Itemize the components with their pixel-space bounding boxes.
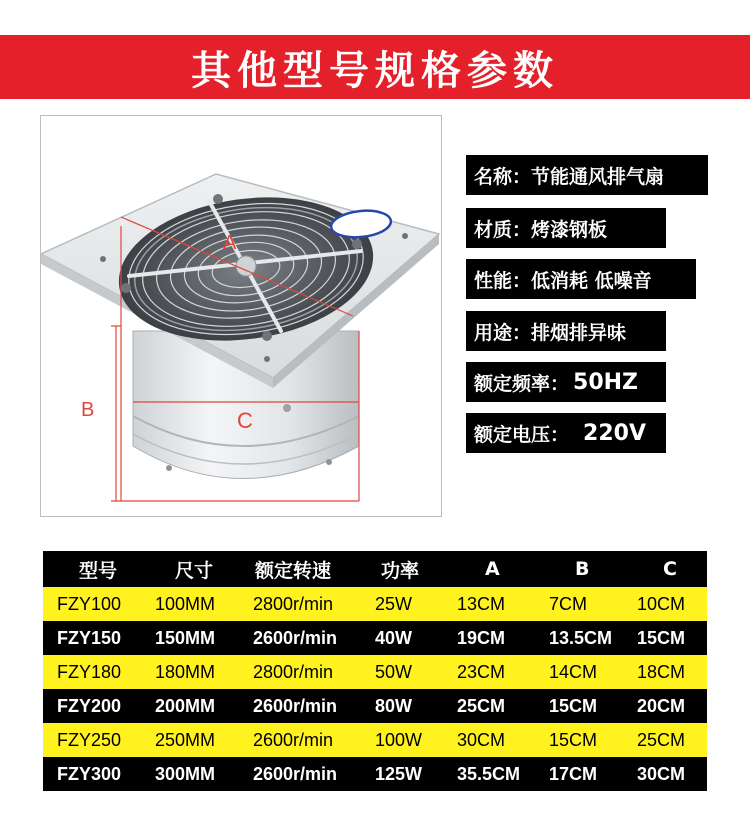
table-cell: FZY300 [57, 763, 122, 784]
table-row [43, 621, 707, 655]
table-cell: 19CM [457, 627, 506, 648]
spec-label: 用途： [474, 321, 532, 344]
table-cell: 180MM [155, 661, 216, 682]
table-header-cell: 尺寸 [175, 559, 214, 582]
table-row [43, 655, 707, 689]
spec-value: 节能通风排气扇 [531, 165, 665, 188]
table-cell: 80W [375, 695, 413, 716]
table-cell: 2800r/min [253, 593, 334, 614]
table-cell: 2600r/min [253, 729, 334, 750]
table-cell: 30CM [637, 763, 686, 784]
table-cell: 2600r/min [253, 695, 338, 716]
table-cell: 15CM [549, 695, 598, 716]
table-cell: 50W [375, 661, 413, 682]
table-header-cell: C [663, 558, 677, 580]
spec-performance [466, 259, 696, 299]
spec-table [43, 551, 707, 791]
spec-label: 额定电压： [474, 423, 570, 446]
spec-label: 性能： [474, 269, 532, 292]
table-cell: 18CM [637, 661, 686, 682]
table-cell: 23CM [457, 661, 506, 682]
table-cell: 25CM [637, 729, 686, 750]
table-cell: 30CM [457, 729, 506, 750]
table-header-cell: 额定转速 [255, 559, 332, 582]
table-cell: 15CM [637, 627, 686, 648]
table-row [43, 757, 707, 791]
table-cell: 125W [375, 763, 423, 784]
table-cell: 35.5CM [457, 763, 521, 784]
table-cell: 100MM [155, 593, 216, 614]
spec-value: 烤漆钢板 [531, 218, 608, 241]
table-cell: 300MM [155, 763, 216, 784]
label-a: A [223, 232, 237, 254]
table-cell: FZY180 [57, 661, 122, 682]
table-cell: 2600r/min [253, 627, 338, 648]
table-cell: 250MM [155, 729, 216, 750]
table-cell: 14CM [549, 661, 598, 682]
spec-material [466, 208, 666, 248]
product-photo [40, 115, 442, 517]
table-cell: 13.5CM [549, 627, 613, 648]
table-header-cell: A [485, 558, 500, 580]
spec-value: 低消耗 低噪音 [531, 269, 652, 292]
spec-value: 排烟排异味 [531, 321, 627, 344]
spec-label: 材质： [474, 218, 532, 241]
table-header-cell: 功率 [381, 559, 420, 582]
label-b: B [81, 399, 95, 421]
table-cell: 10CM [637, 593, 686, 614]
spec-usage [466, 311, 666, 351]
table-cell: FZY250 [57, 729, 122, 750]
table-cell: 2800r/min [253, 661, 334, 682]
table-cell: 100W [375, 729, 423, 750]
table-cell: 7CM [549, 593, 588, 614]
title-banner [0, 35, 750, 99]
table-cell: 40W [375, 627, 413, 648]
table-header-cell: B [575, 558, 590, 580]
table-cell: 25CM [457, 695, 506, 716]
table-cell: FZY100 [57, 593, 122, 614]
table-row [43, 689, 707, 723]
table-header-cell: 型号 [79, 559, 118, 582]
spec-value: 50HZ [573, 369, 638, 395]
label-c: C [237, 408, 253, 433]
table-row [43, 723, 707, 757]
exhaust-fan-illustration [41, 116, 442, 517]
spec-voltage [466, 413, 666, 453]
table-cell: 20CM [637, 695, 686, 716]
table-cell: 15CM [549, 729, 598, 750]
table-cell: 13CM [457, 593, 506, 614]
table-cell: 2600r/min [253, 763, 338, 784]
table-header-row [43, 551, 707, 587]
spec-label: 名称： [474, 165, 532, 188]
spec-value: 220V [583, 420, 646, 446]
table-cell: FZY200 [57, 695, 122, 716]
spec-name [466, 155, 708, 195]
table-cell: 25W [375, 593, 413, 614]
spec-frequency [466, 362, 666, 402]
table-cell: 150MM [155, 627, 216, 648]
spec-label: 额定频率： [474, 372, 570, 395]
table-row [43, 587, 707, 621]
table-cell: FZY150 [57, 627, 122, 648]
table-cell: 200MM [155, 695, 216, 716]
table-cell: 17CM [549, 763, 598, 784]
banner-title: 其他型号规格参数 [191, 47, 559, 94]
